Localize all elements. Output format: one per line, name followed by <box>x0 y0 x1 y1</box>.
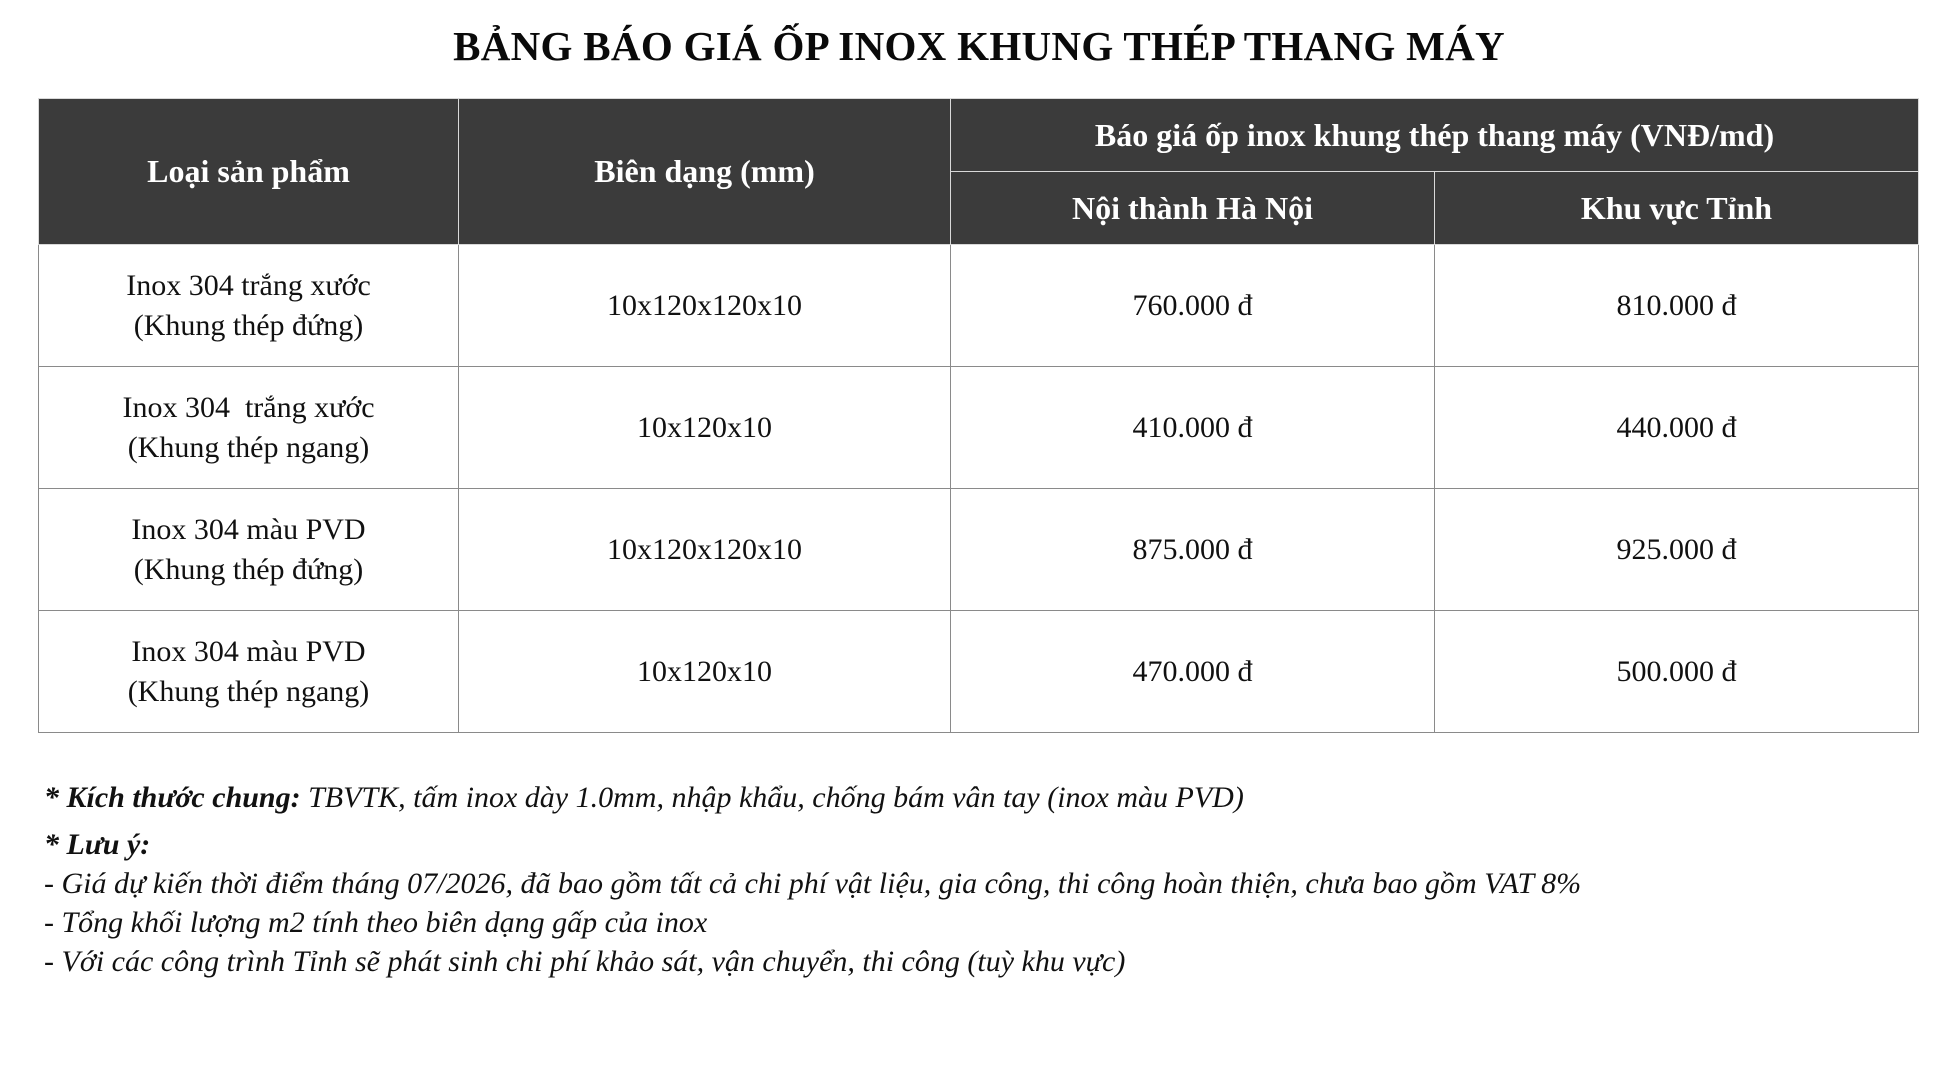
product-frame: (Khung thép ngang) <box>127 430 370 464</box>
product-name: Inox 304 trắng xước <box>122 390 375 424</box>
hanoi-price-cell: 875.000 đ <box>951 489 1435 611</box>
product-name: Inox 304 màu PVD <box>131 512 366 546</box>
profile-cell: 10x120x10 <box>459 367 951 489</box>
hanoi-price-cell: 410.000 đ <box>951 367 1435 489</box>
hanoi-price-cell: 470.000 đ <box>951 611 1435 733</box>
profile-cell: 10x120x120x10 <box>459 489 951 611</box>
general-size-note <box>44 778 1924 817</box>
product-frame: (Khung thép đứng) <box>133 308 364 342</box>
page-title: BẢNG BÁO GIÁ ỐP INOX KHUNG THÉP THANG MÁY <box>453 23 1505 69</box>
general-size-text: TBVTK, tấm inox dày 1.0mm, nhập khẩu, chống bám vân tay (inox màu PVD) <box>300 781 1244 814</box>
header-product-type: Loại sản phẩm <box>39 99 459 245</box>
remark-item: - Tổng khối lượng m2 tính theo biên dạng gấp của inox <box>44 906 708 939</box>
province-price-cell: 440.000 đ <box>1435 367 1919 489</box>
remark-item: - Với các công trình Tỉnh sẽ phát sinh chi phí khảo sát, vận chuyển, thi công (tuỳ khu vực) <box>44 945 1126 978</box>
header-price-group: Báo giá ốp inox khung thép thang máy (VNĐ/md) <box>951 99 1919 172</box>
remark-item: - Giá dự kiến thời điểm tháng 07/2026, đã bao gồm tất cả chi phí vật liệu, gia công, thi công hoàn thiện, chưa bao gồm VAT 8% <box>44 867 1582 900</box>
price-table <box>38 98 1919 733</box>
province-price-cell: 500.000 đ <box>1435 611 1919 733</box>
table-row <box>39 611 1919 733</box>
table-row <box>39 245 1919 367</box>
profile-cell: 10x120x120x10 <box>459 245 951 367</box>
remark-label: * Lưu ý: <box>44 828 151 861</box>
product-cell <box>39 489 459 611</box>
product-name: Inox 304 màu PVD <box>131 634 366 668</box>
product-cell <box>39 245 459 367</box>
header-province: Khu vực Tỉnh <box>1435 172 1919 245</box>
product-frame: (Khung thép đứng) <box>133 552 364 586</box>
table-row <box>39 489 1919 611</box>
product-frame: (Khung thép ngang) <box>127 674 370 708</box>
hanoi-price-cell: 760.000 đ <box>951 245 1435 367</box>
table-header-row <box>39 99 1919 172</box>
profile-cell: 10x120x10 <box>459 611 951 733</box>
product-name: Inox 304 trắng xước <box>126 268 371 302</box>
general-size-label: * Kích thước chung: <box>44 781 301 814</box>
header-hanoi: Nội thành Hà Nội <box>951 172 1435 245</box>
product-cell <box>39 367 459 489</box>
province-price-cell: 925.000 đ <box>1435 489 1919 611</box>
notes-section <box>44 778 1924 981</box>
province-price-cell: 810.000 đ <box>1435 245 1919 367</box>
table-row <box>39 367 1919 489</box>
product-cell <box>39 611 459 733</box>
header-profile: Biên dạng (mm) <box>459 99 951 245</box>
